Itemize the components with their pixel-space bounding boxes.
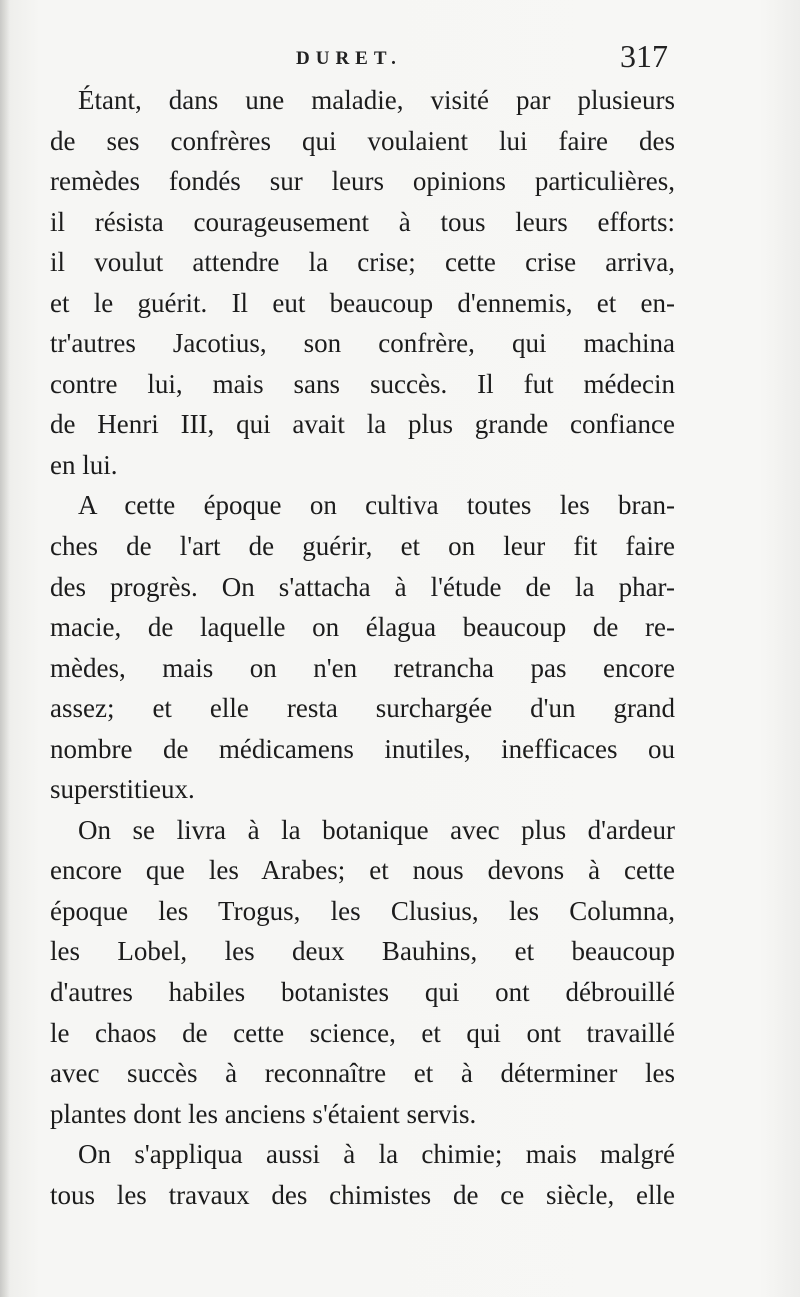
text-line: On s'appliqua aussi à la chimie; mais malgré (78, 1139, 675, 1170)
text-line: de Henri III, qui avait la plus grande confiance (50, 409, 675, 440)
text-line: mèdes, mais on n'en retrancha pas encore (50, 652, 675, 683)
text-line: nombre de médicamens inutiles, inefficaces ou (50, 733, 675, 764)
text-line: époque les Trogus, les Clusius, les Columna, (50, 895, 675, 926)
text-line: tous les travaux des chimistes de ce siècle, elle (50, 1179, 675, 1210)
text-line: encore que les Arabes; et nous devons à cette (50, 855, 675, 886)
text-line: il voulut attendre la crise; cette crise arriva, (50, 247, 675, 278)
running-head: DURET. (296, 48, 402, 69)
text-line: avec succès à reconnaître et à déterminer les (50, 1058, 675, 1089)
text-line: assez; et elle resta surchargée d'un grand (50, 693, 675, 724)
text-line: contre lui, mais sans succès. Il fut médecin (50, 368, 675, 399)
text-line: superstitieux. (50, 774, 195, 805)
text-line: tr'autres Jacotius, son confrère, qui machina (50, 328, 675, 359)
text-line: de ses confrères qui voulaient lui faire des (50, 125, 675, 156)
text-line: le chaos de cette science, et qui ont travaillé (50, 1017, 675, 1048)
text-line: d'autres habiles botanistes qui ont débrouillé (50, 977, 675, 1008)
text-line: des progrès. On s'attacha à l'étude de la phar- (50, 571, 675, 602)
text-line: en lui. (50, 449, 118, 480)
page-gutter-shadow (0, 0, 10, 1297)
text-line: les Lobel, les deux Bauhins, et beaucoup (50, 936, 675, 967)
text-line: plantes dont les anciens s'étaient servis. (50, 1098, 477, 1129)
text-line: A cette époque on cultiva toutes les bran- (78, 490, 675, 521)
text-line: ches de l'art de guérir, et on leur fit faire (50, 531, 675, 562)
text-line: il résista courageusement à tous leurs efforts: (50, 206, 675, 237)
page-header (0, 38, 800, 78)
text-line: Étant, dans une maladie, visité par plusieurs (78, 85, 675, 115)
text-line: macie, de laquelle on élagua beaucoup de re- (50, 612, 675, 643)
body-text (50, 80, 675, 1215)
text-line: et le guérit. Il eut beaucoup d'ennemis, et en- (50, 287, 675, 318)
page-number: 317 (620, 38, 668, 74)
text-line: remèdes fondés sur leurs opinions particulières, (50, 166, 675, 197)
text-line: On se livra à la botanique avec plus d'ardeur (78, 814, 675, 845)
